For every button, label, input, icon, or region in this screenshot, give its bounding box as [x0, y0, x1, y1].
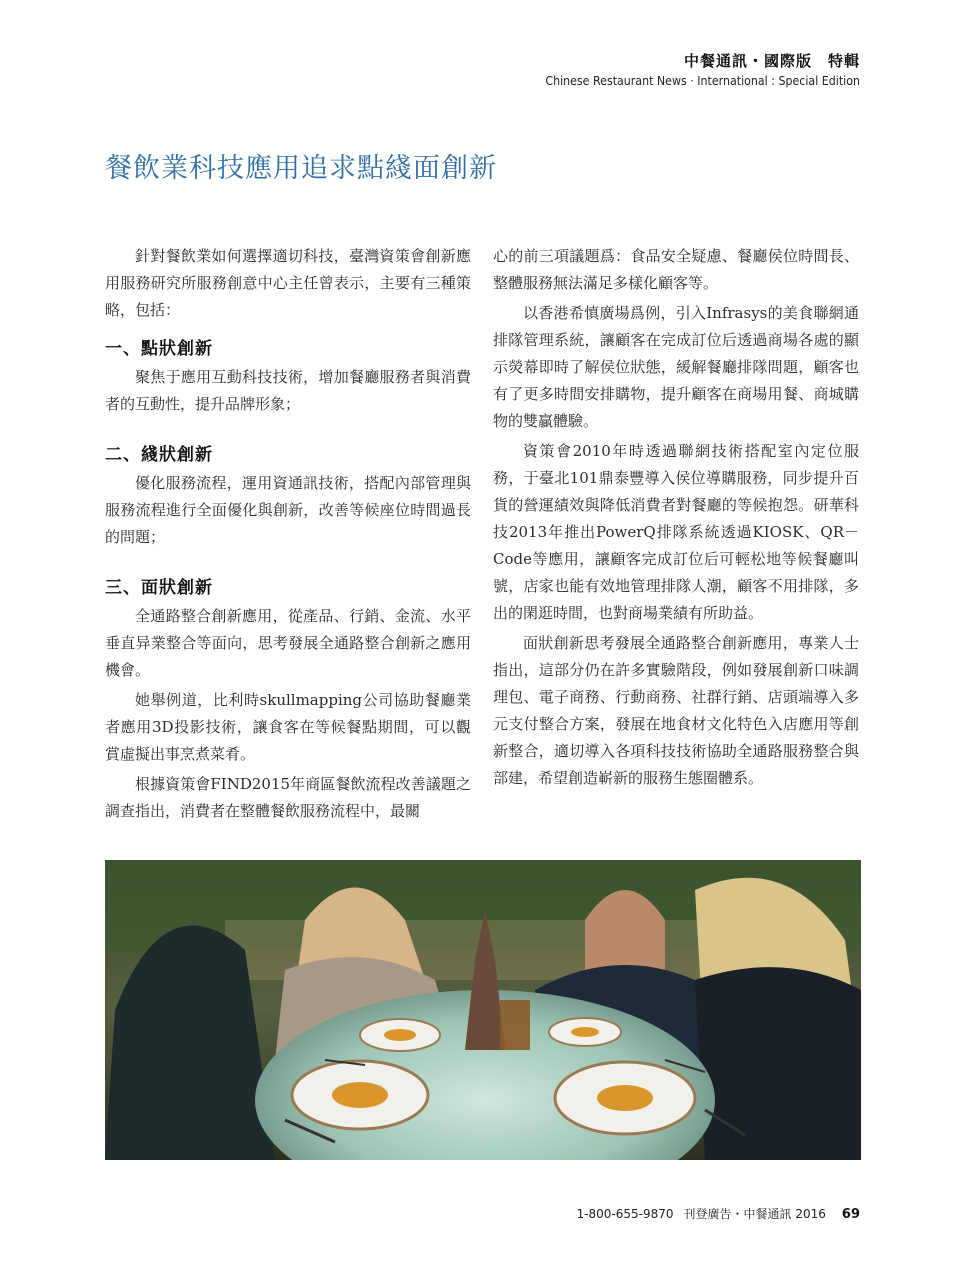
right-column: [493, 243, 859, 792]
page-footer: [577, 1205, 860, 1222]
publication-name-cn: 中餐通訊・國際版 特輯: [683, 52, 860, 70]
body-paragraph: 資策會2010年時透過聯網技術搭配室內定位服務，于臺北101鼎泰豐導入侯位導購服務，同步提升百貨的營運績效與降低消費者對餐廳的等候抱怨。研華科技2013年推出PowerQ排隊系統透過KIOSK、QR－Code等應用，讓顧客完成訂位后可輕松地等候餐廳叫號，店家也能有效地管理排隊人潮，顧客不用排隊，多出的閑逛時間，也對商場業績有所助益。: [493, 442, 859, 622]
section-heading-plane: 三、面狀創新: [105, 578, 213, 598]
ad-phone-number: 1-800-655-9870: [576, 1207, 674, 1221]
intro-paragraph: 針對餐飲業如何選擇適切科技，臺灣資策會創新應用服務研究所服務創意中心主任曾表示，主要有三種策略，包括：: [105, 247, 471, 319]
body-paragraph: 以香港希慎廣場爲例，引入Infrasys的美食聯網通排隊管理系統，讓顧客在完成訂位后透過商場各處的顯示熒幕即時了解侯位狀態，緩解餐廳排隊問題，顧客也有了更多時間安排購物，提升顧客在商場用餐、商城購物的雙贏體驗。: [493, 304, 859, 430]
section-heading-line: 二、綫狀創新: [105, 445, 213, 465]
page-header: [518, 50, 860, 88]
section-text-plane: 全通路整合創新應用，從產品、行銷、金流、水平垂直异業整合等面向，思考發展全通路整合創新之應用機會。: [105, 607, 471, 679]
body-paragraph: 面狀創新思考發展全通路整合創新應用，專業人士指出，這部分仍在許多實驗階段，例如發展創新口味調理包、電子商務、行動商務、社群行銷、店頭端導入多元支付整合方案，發展在地食材文化特色入店應用等創新整合，適切導入各項科技技術協助全通路服務整合與部建，希望創造嶄新的服務生態圈體系。: [493, 634, 859, 787]
photo-illustration: [105, 860, 861, 1160]
article-title: 餐飲業科技應用追求點綫面創新: [105, 153, 497, 184]
section-heading-point: 一、點狀創新: [105, 339, 213, 359]
body-paragraph: 她舉例道，比利時skullmapping公司協助餐廳業者應用3D投影技術，讓食客在等候餐點期間，可以觀賞虛擬出事烹煮菜肴。: [105, 691, 471, 763]
restaurant-projection-photo: [105, 860, 861, 1160]
body-paragraph: 根據資策會FIND2015年商區餐飲流程改善議題之調查指出，消費者在整體餐飲服務流程中，最關: [105, 775, 471, 820]
section-text-line: 優化服務流程，運用資通訊技術，搭配內部管理與服務流程進行全面優化與創新，改善等候座位時間過長的問題；: [105, 474, 471, 546]
page-number: 69: [841, 1207, 860, 1222]
ad-label: 刊登廣告・中餐通訊 2016: [683, 1207, 826, 1221]
publication-name-en: Chinese Restaurant News · International : Special Edition: [545, 74, 860, 88]
body-paragraph: 心的前三項議題爲：食品安全疑慮、餐廳侯位時間長、整體服務無法滿足多樣化顧客等。: [493, 247, 859, 292]
section-text-point: 聚焦于應用互動科技技術，增加餐廳服務者與消費者的互動性，提升品牌形象；: [105, 368, 471, 413]
left-column: [105, 243, 471, 825]
